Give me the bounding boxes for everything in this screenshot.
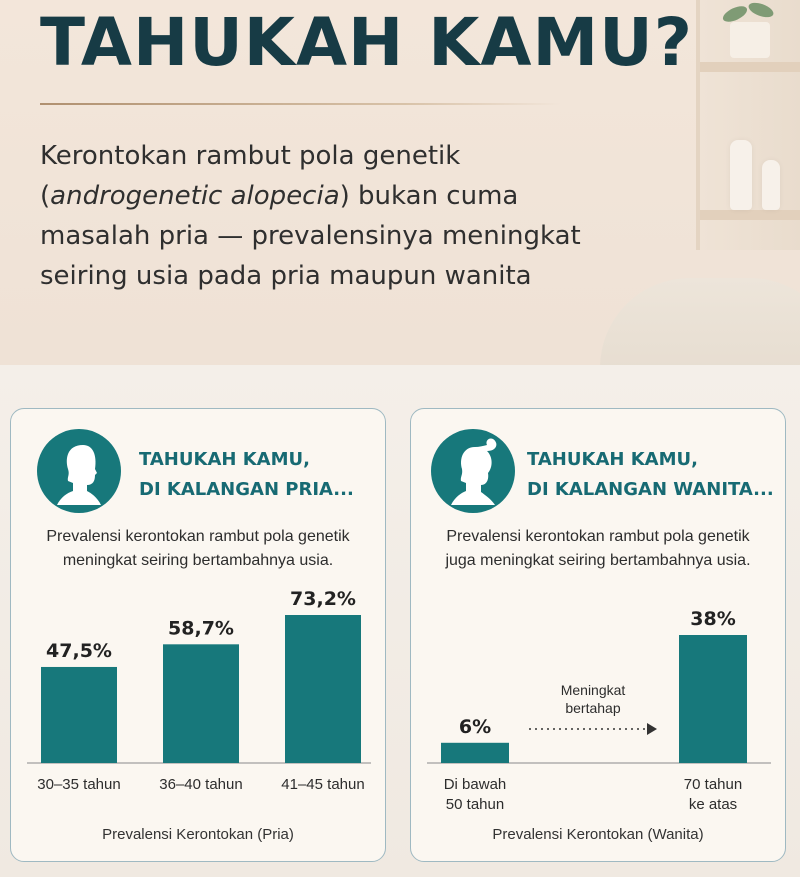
subtitle-line: Prevalensi kerontokan rambut pola genetik [46,528,350,545]
tick-label: ke atas [688,796,738,809]
intro-text-part: ) bukan cuma masalah pria — prevalensinya meningkat seiring usia pada pria maupun wanita [40,181,581,291]
bottle-decor [730,140,752,210]
tick-label: 50 tahun [445,796,505,809]
bar [679,635,747,763]
woman-profile-icon [431,429,515,513]
bar [41,667,117,763]
intro-text-italic: androgenetic alopecia [50,181,340,211]
bar [441,743,509,763]
headline: TAHUKAH KAMU? [40,4,694,81]
panel-title-line: DI KALANGAN PRIA... [139,479,354,500]
data-label: 47,5% [46,639,112,662]
panel-pria-title [139,445,354,505]
chart-wanita [411,569,787,809]
subtitle-line: meningkat seiring bertambahnya usia. [62,552,334,569]
bottle-decor [762,160,780,210]
plant-pot [730,22,770,58]
bar [163,644,239,763]
chart-pria-xlabel: Prevalensi Kerontokan (Pria) [102,826,294,843]
background-shelf [696,0,800,250]
panel-pria-subtitle [11,525,385,573]
panel-wanita-subtitle [411,525,785,573]
data-label: 58,7% [168,617,234,640]
chart-pria [11,569,387,809]
man-profile-icon [37,429,121,513]
data-label: 6% [458,715,492,738]
chart-wanita-xlabel: Prevalensi Kerontokan (Wanita) [492,826,704,843]
headline-divider [40,103,560,105]
panel-wanita [410,408,786,862]
tick-label: 30–35 tahun [37,776,121,793]
tick-label: 70 tahun [683,776,743,793]
panel-title-line: TAHUKAH KAMU, [139,449,310,470]
data-label: 73,2% [290,588,356,610]
panel-wanita-title [527,445,774,505]
subtitle-line: juga meningkat seiring bertambahnya usia. [445,552,751,569]
bar [285,615,361,763]
panel-title-line: DI KALANGAN WANITA... [527,479,774,500]
intro-text [40,136,600,296]
panel-pria [10,408,386,862]
panel-title-line: TAHUKAH KAMU, [527,449,698,470]
data-label: 38% [690,608,736,630]
tick-label: Di bawah [443,776,507,793]
arrow-label: Meningkat [560,682,626,698]
arrow-label: bertahap [565,700,621,716]
tick-label: 41–45 tahun [281,776,365,793]
intro-text-part: Kerontokan rambut pola genetik ( [40,141,461,211]
arrow-right-icon [647,723,657,735]
tick-label: 36–40 tahun [159,776,243,793]
subtitle-line: Prevalensi kerontokan rambut pola genetik [446,528,750,545]
